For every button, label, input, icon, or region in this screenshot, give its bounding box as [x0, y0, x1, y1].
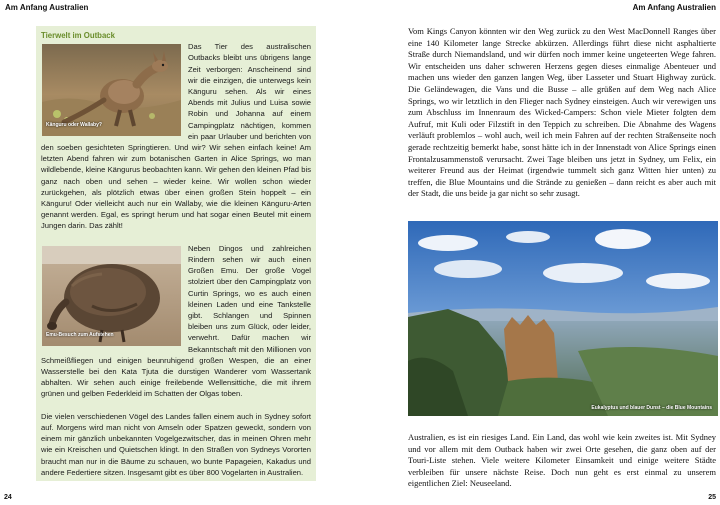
blue-mountains-caption: Eukalyptus und blauer Dunst – die Blue Mountains — [591, 405, 712, 411]
box-paragraph-3: Die vielen verschiedenen Vögel des Landes fallen einem auch in Sydney sofort auf. Morgens wird man nicht von Amseln oder Spatzen geweckt, sondern von einem mir gänzlich unbekannten Vogelgezwitscher, das in meinen Ohren mehr wie ein Kreischen und Quietschen klingt. In den Straßen von Sydneys Vororten braucht man nur in die Bäume zu schauen, wo bunte Papageien, Kakadus und andere Federtiere sitzen. Insgesamt gibt es über 800 Vogelarten in Australien. — [41, 411, 311, 477]
box-paragraph-1-text: Das Tier des australischen Outbacks bleibt uns übrigens lange Zeit verborgen: Anscheinend sind wir die einzigen, die unterwegs kein Känguru sehen. Als wir eines Abends mit Julius und Luisa sowie Robin und Johanna auf einem Campingplatz nächtigen, kommen ein paar Urlauber und berichten von den soeben gesichteten Springtieren. Und wir? Wir sehen einfach keine! Am letzten Abend fahren wir zum botanischen Garten in Alice Springs, wo man wildlebende, kleine Kängurus beobachten kann. Wir gehen den kleinen Pfad bis ganz nach oben und sehen – wieder keine. Wir wollen schon wieder zurückgehen, als plötzlich etwas über einen großen Stein hoppelt – ein Känguru! Oder vielleicht auch nur ein Wallaby, wie die kleinen Känguru-Arten genannt werden. Egal, es springt herum und hat sogar einen Beutel mit einem Jungen darin. Das zählt! — [41, 42, 311, 231]
blue-mountains-image — [408, 221, 718, 416]
page-number-left: 24 — [4, 494, 12, 501]
blue-mountains-photo — [408, 221, 718, 416]
kangaroo-photo — [42, 44, 181, 136]
kangaroo-photo-caption: Känguru oder Wallaby? — [46, 122, 102, 128]
right-paragraph-top: Vom Kings Canyon könnten wir den Weg zurück zu den West MacDonnell Ranges über eine 140 Kilometer lange Strecke abkürzen. Allerdings führt diese nicht asphaltierte Straße durch Niemandsland, und wir dürfen noch immer keine ungeteerten Wege fahren. Wir entscheiden uns daher schweren Herzens gegen dieses einmalige Abenteuer und machen uns wieder den ganzen langen Weg, über Lasseter und Stuart Highway zurück. Die Geländewagen, die Vans und die Busse – alle grüßen auf dem Weg nach Alice Springs, wo wir letztlich in den Flieger nach Sydney einsteigen. Auch wir verewigen uns zum Abschluss im Innenraum des Wicked-Campers: Schon viele Mieter folgten dem Aufruf, mit Kuli oder Filzstift in den Teppich zu schreiben. Die Abnahme des Wagens verläuft problemlos – wohl auch, weil ich mein Fahren auf der rechten Straßenseite noch gerade rechtzeitig bemerkt habe, sonst hätte ich in der Innenstadt von Alice Springs einen Frontalzusammenstoß verursacht. Zwei Tage bleiben uns jetzt in Sydney, um Felix, ein weiterer Freund aus der Heimat (irgendwie tummelt sich ganz Witten hier unten) zu treffen, die Blue Mountains und die Strände zu genießen – dann reicht es aber auch mit der Stadt, die uns beide ja gar nicht so sehr zusagt. — [408, 26, 716, 199]
box-paragraph-1 — [41, 41, 311, 231]
running-head-left: Am Anfang Australien — [5, 3, 89, 12]
running-head-right: Am Anfang Australien — [632, 3, 716, 12]
outback-wildlife-box — [36, 26, 316, 481]
box-paragraph-2-text: Neben Dingos und zahlreichen Rindern sehen wir auch einen Großen Emu. Der große Vogel stolziert über den Campingplatz von Curtin Springs, wo es auch einen kleinen Laden und eine Tankstelle gibt. Schlangen und Spinnen bleiben uns zum Glück, oder leider, verwehrt. Dafür machen wir Bekanntschaft mit den Millionen von Schmeißfliegen und einigen beunruhigend großen Wespen, die an einer Wasserstelle bei den Kata Tjuta die durstigen Wanderer vom Wassertank abhalten. Wir sehen auch einige freilebende Wellensittiche, die mit ihrem grünen und gelben Federkleid im Schatten der Olgas toben. — [41, 243, 311, 399]
emu-photo-caption: Emu-Besuch zum Aufstehen — [46, 331, 114, 338]
box-paragraph-2 — [41, 243, 311, 400]
right-paragraph-bottom: Australien, es ist ein riesiges Land. Ein Land, das wohl wie kein zweites ist. Mit Sydney und vor allem mit dem Outback haben wir zwei Orte gesehen, die ganz oben auf der Touri-Liste stehen. Viele weitere Kilometer Einsamkeit und einige weitere Städte verbleiben für unsere nächste Reise. Doch nun geht es erst einmal zu unserem eigentlichen Ziel: Neuseeland. — [408, 432, 716, 489]
page-number-right: 25 — [708, 494, 716, 501]
box-title: Tierwelt im Outback — [41, 31, 115, 40]
emu-photo — [42, 246, 181, 346]
